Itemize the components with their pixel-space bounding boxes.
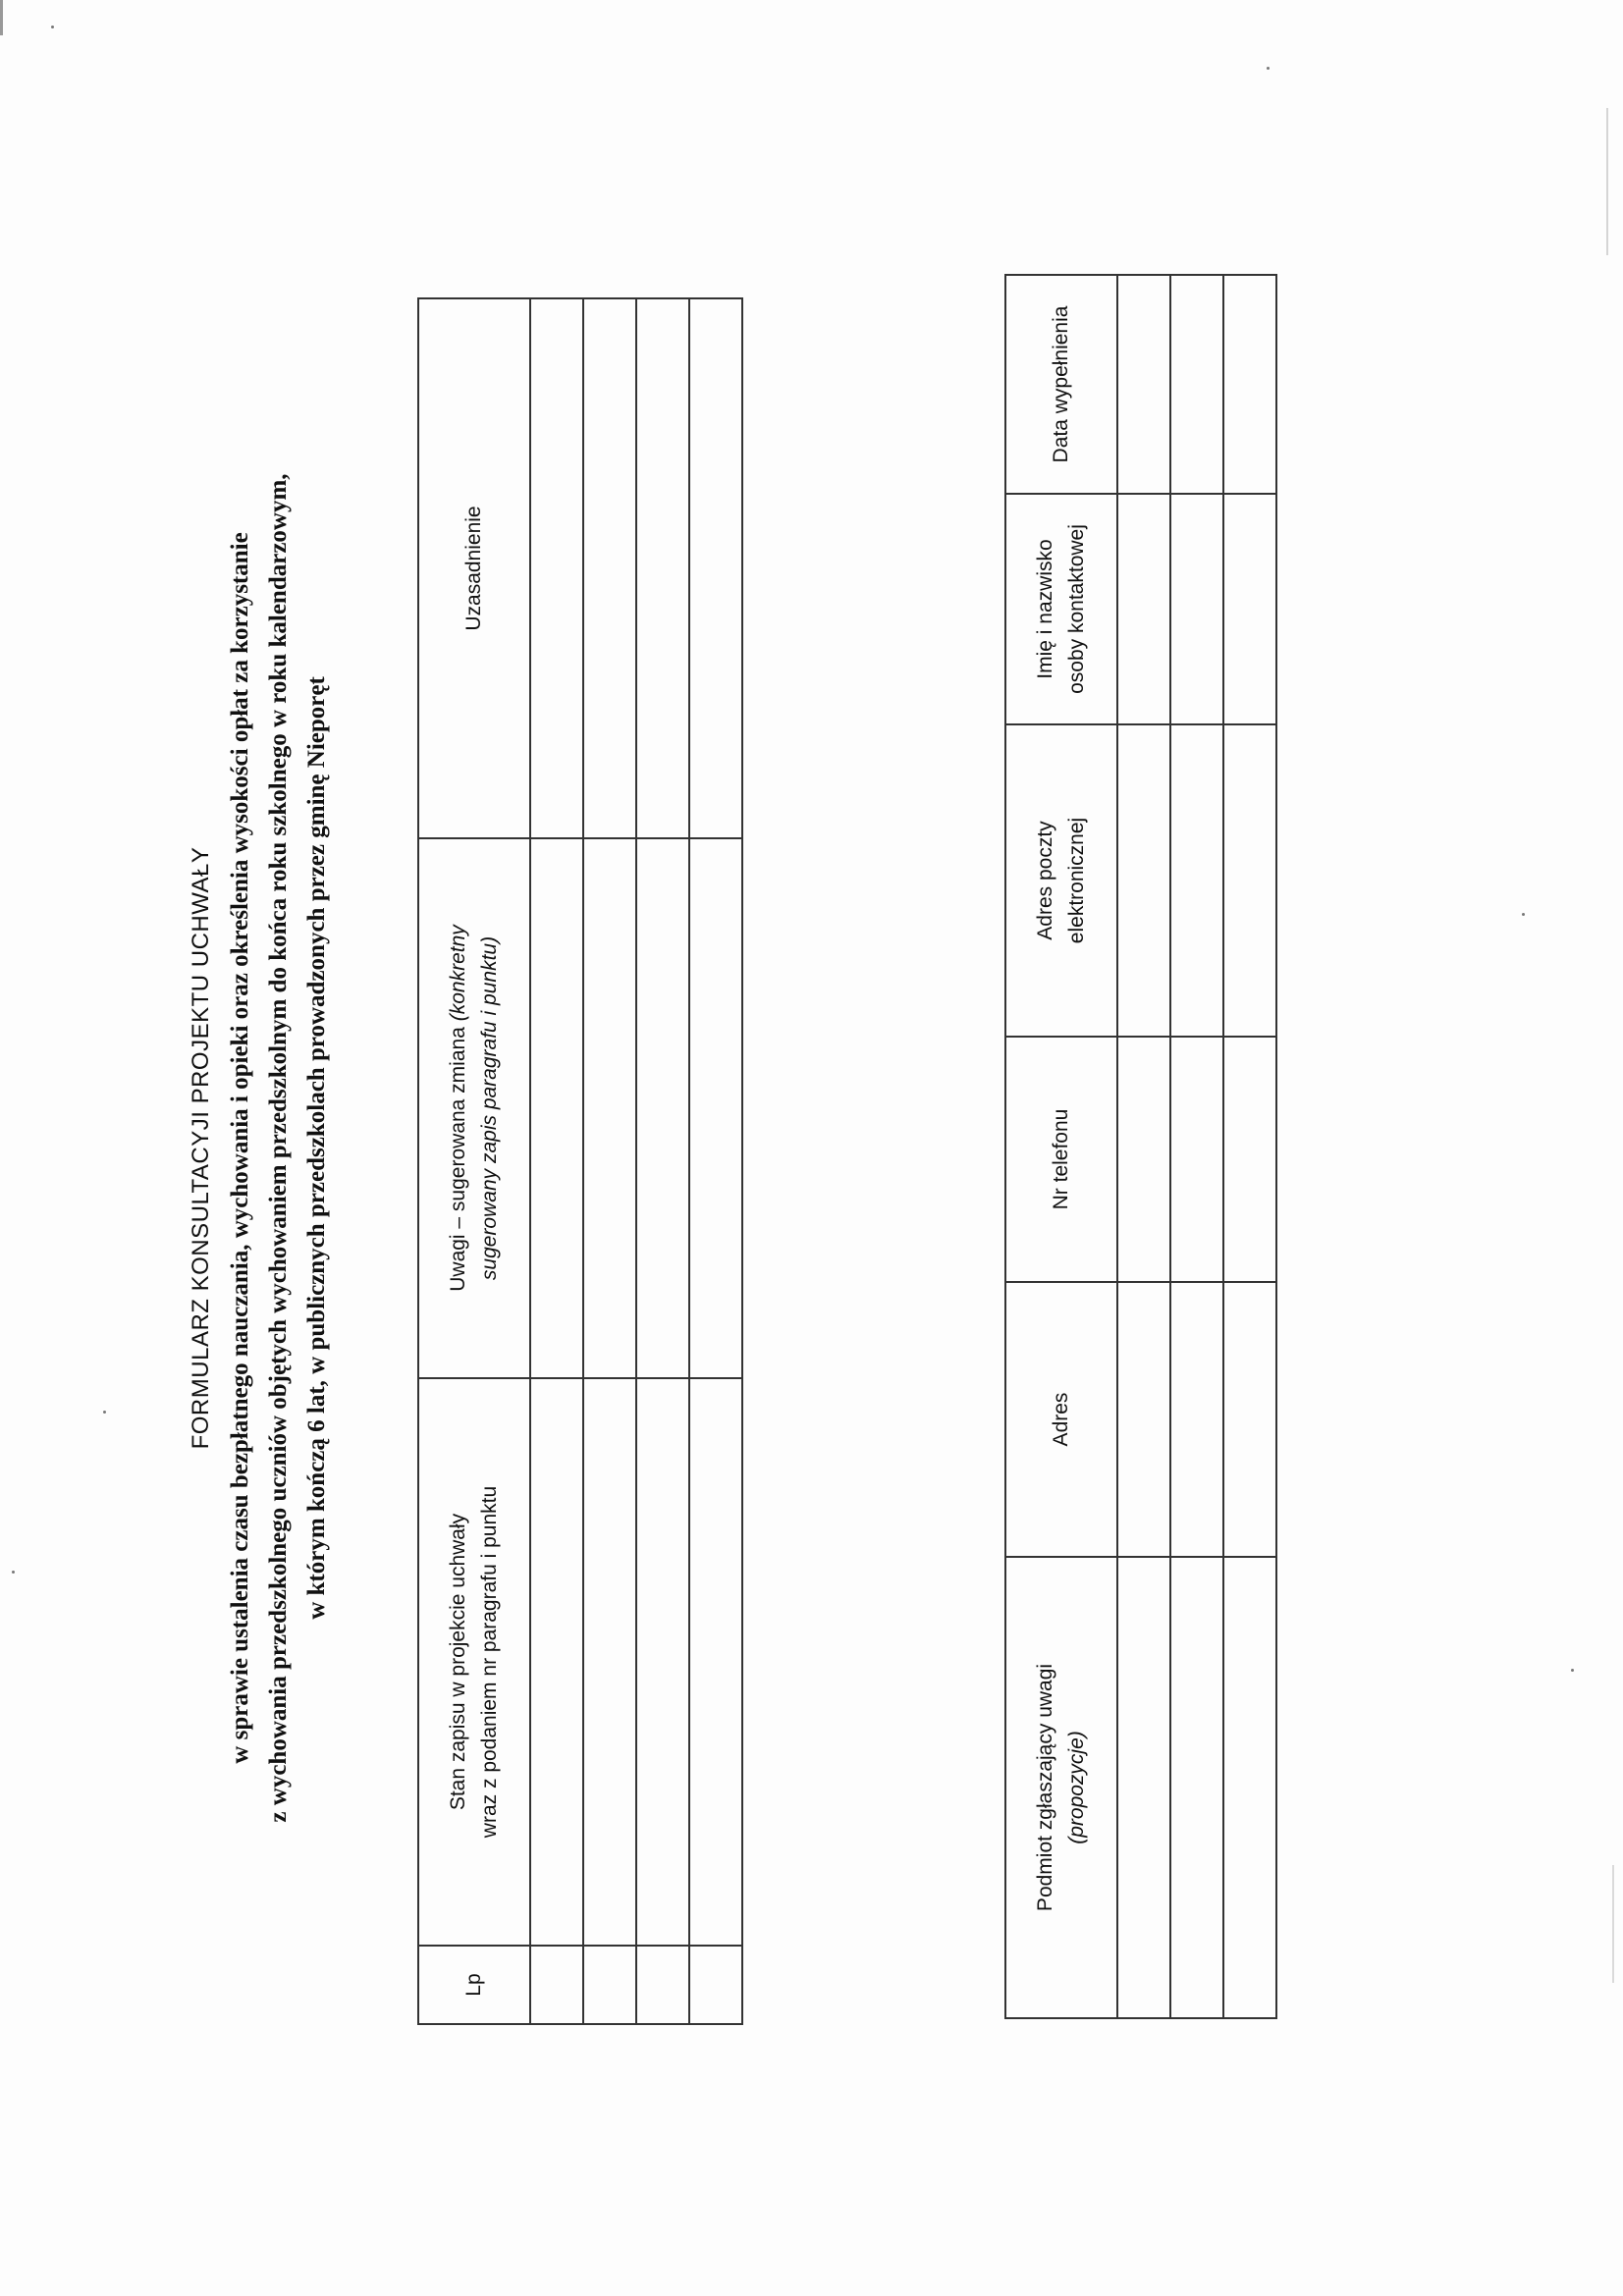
table-cell[interactable] [583,838,636,1378]
email-header-line2: elektronicznej [1065,817,1088,944]
stan-zapisu-header [418,1378,530,1946]
data-wypelnienia-header: Data wypełnienia [1005,275,1117,494]
table-cell[interactable] [1170,494,1223,724]
table-cell[interactable] [1117,724,1170,1037]
submitter-table-header-row [1005,275,1117,2018]
table-cell[interactable] [530,1946,583,2024]
table-cell[interactable] [583,1378,636,1946]
submitter-table-row [1117,275,1170,2018]
subtitle-line-3: w którym kończą 6 lat, w publicznych przedszkolach prowadzonych przez gminę Nieporęt [303,676,330,1620]
table-cell[interactable] [1117,494,1170,724]
table-cell[interactable] [1170,724,1223,1037]
scan-dust [12,1571,15,1574]
table-cell[interactable] [1170,1037,1223,1282]
table-cell[interactable] [1223,275,1276,494]
submitter-table-row [1170,275,1223,2018]
submitter-table [1004,274,1277,2019]
table-cell[interactable] [636,1378,689,1946]
scan-dust [51,26,54,28]
table-cell[interactable] [1117,1037,1170,1282]
table-cell[interactable] [1170,1282,1223,1557]
scan-edge-mark [1606,108,1608,255]
email-header-line1: Adres poczty [1034,821,1056,940]
comments-table-row [689,298,742,2024]
table-cell[interactable] [636,298,689,838]
subtitle-line-1: w sprawie ustalenia czasu bezpłatnego nauczania, wychowania i opieki oraz określenia wysokości opłat za korzystanie [227,532,253,1764]
uwagi-header-italic1: (konkretny [447,925,469,1022]
comments-table-row [583,298,636,2024]
scan-edge-mark [0,0,3,35]
table-cell[interactable] [1223,724,1276,1037]
submitter-table-row [1223,275,1276,2018]
stan-zapisu-header-line2: wraz z podaniem nr paragrafu i punktu [478,1485,501,1839]
scan-edge-mark [1612,1865,1614,1983]
table-cell[interactable] [530,838,583,1378]
podmiot-header [1005,1557,1117,2018]
table-cell[interactable] [1117,1557,1170,2018]
table-cell[interactable] [530,298,583,838]
table-cell[interactable] [1117,275,1170,494]
table-cell[interactable] [530,1378,583,1946]
podmiot-header-line1: Podmiot zgłaszający uwagi [1034,1663,1056,1912]
uwagi-header [418,838,530,1378]
scan-dust [1571,1669,1574,1672]
scan-dust [103,1411,106,1414]
adres-header: Adres [1005,1282,1117,1557]
stan-zapisu-header-line1: Stan zapisu w projekcie uchwały [447,1513,469,1811]
table-cell[interactable] [583,298,636,838]
comments-table [417,297,743,2025]
osoba-header-line2: osoby kontaktowej [1065,524,1088,694]
scan-dust [1267,67,1270,70]
table-cell[interactable] [583,1946,636,2024]
uwagi-header-plain: Uwagi – sugerowana zmiana [447,1021,469,1292]
table-cell[interactable] [689,1378,742,1946]
osoba-kontaktowa-header [1005,494,1117,724]
comments-table-header-row [418,298,530,2024]
form-header [182,0,336,2296]
telefon-header: Nr telefonu [1005,1037,1117,1282]
table-cell[interactable] [1223,1282,1276,1557]
osoba-header-line1: Imię i nazwisko [1034,539,1056,679]
table-cell[interactable] [1117,1282,1170,1557]
subtitle-line-2: z wychowania przedszkolnego uczniów objętych wychowaniem przedszkolnym do końca roku szkolnego w roku kalendarzowym, [265,473,292,1823]
scan-dust [1522,913,1525,916]
comments-table-row [636,298,689,2024]
comments-table-row [530,298,583,2024]
table-cell[interactable] [1170,1557,1223,2018]
table-cell[interactable] [1170,275,1223,494]
lp-header: Lp [418,1946,530,2024]
table-cell[interactable] [636,838,689,1378]
table-cell[interactable] [1223,494,1276,724]
table-cell[interactable] [636,1946,689,2024]
table-cell[interactable] [689,838,742,1378]
table-cell[interactable] [1223,1037,1276,1282]
uzasadnienie-header: Uzasadnienie [418,298,530,838]
podmiot-header-line2: (propozycje) [1065,1731,1088,1844]
table-cell[interactable] [1223,1557,1276,2018]
table-cell[interactable] [689,298,742,838]
uwagi-header-italic2: sugerowany zapis paragrafu i punktu) [478,935,501,1281]
table-cell[interactable] [689,1946,742,2024]
email-header [1005,724,1117,1037]
form-title: FORMULARZ KONSULTACYJI PROJEKTU UCHWAŁY [188,846,214,1450]
